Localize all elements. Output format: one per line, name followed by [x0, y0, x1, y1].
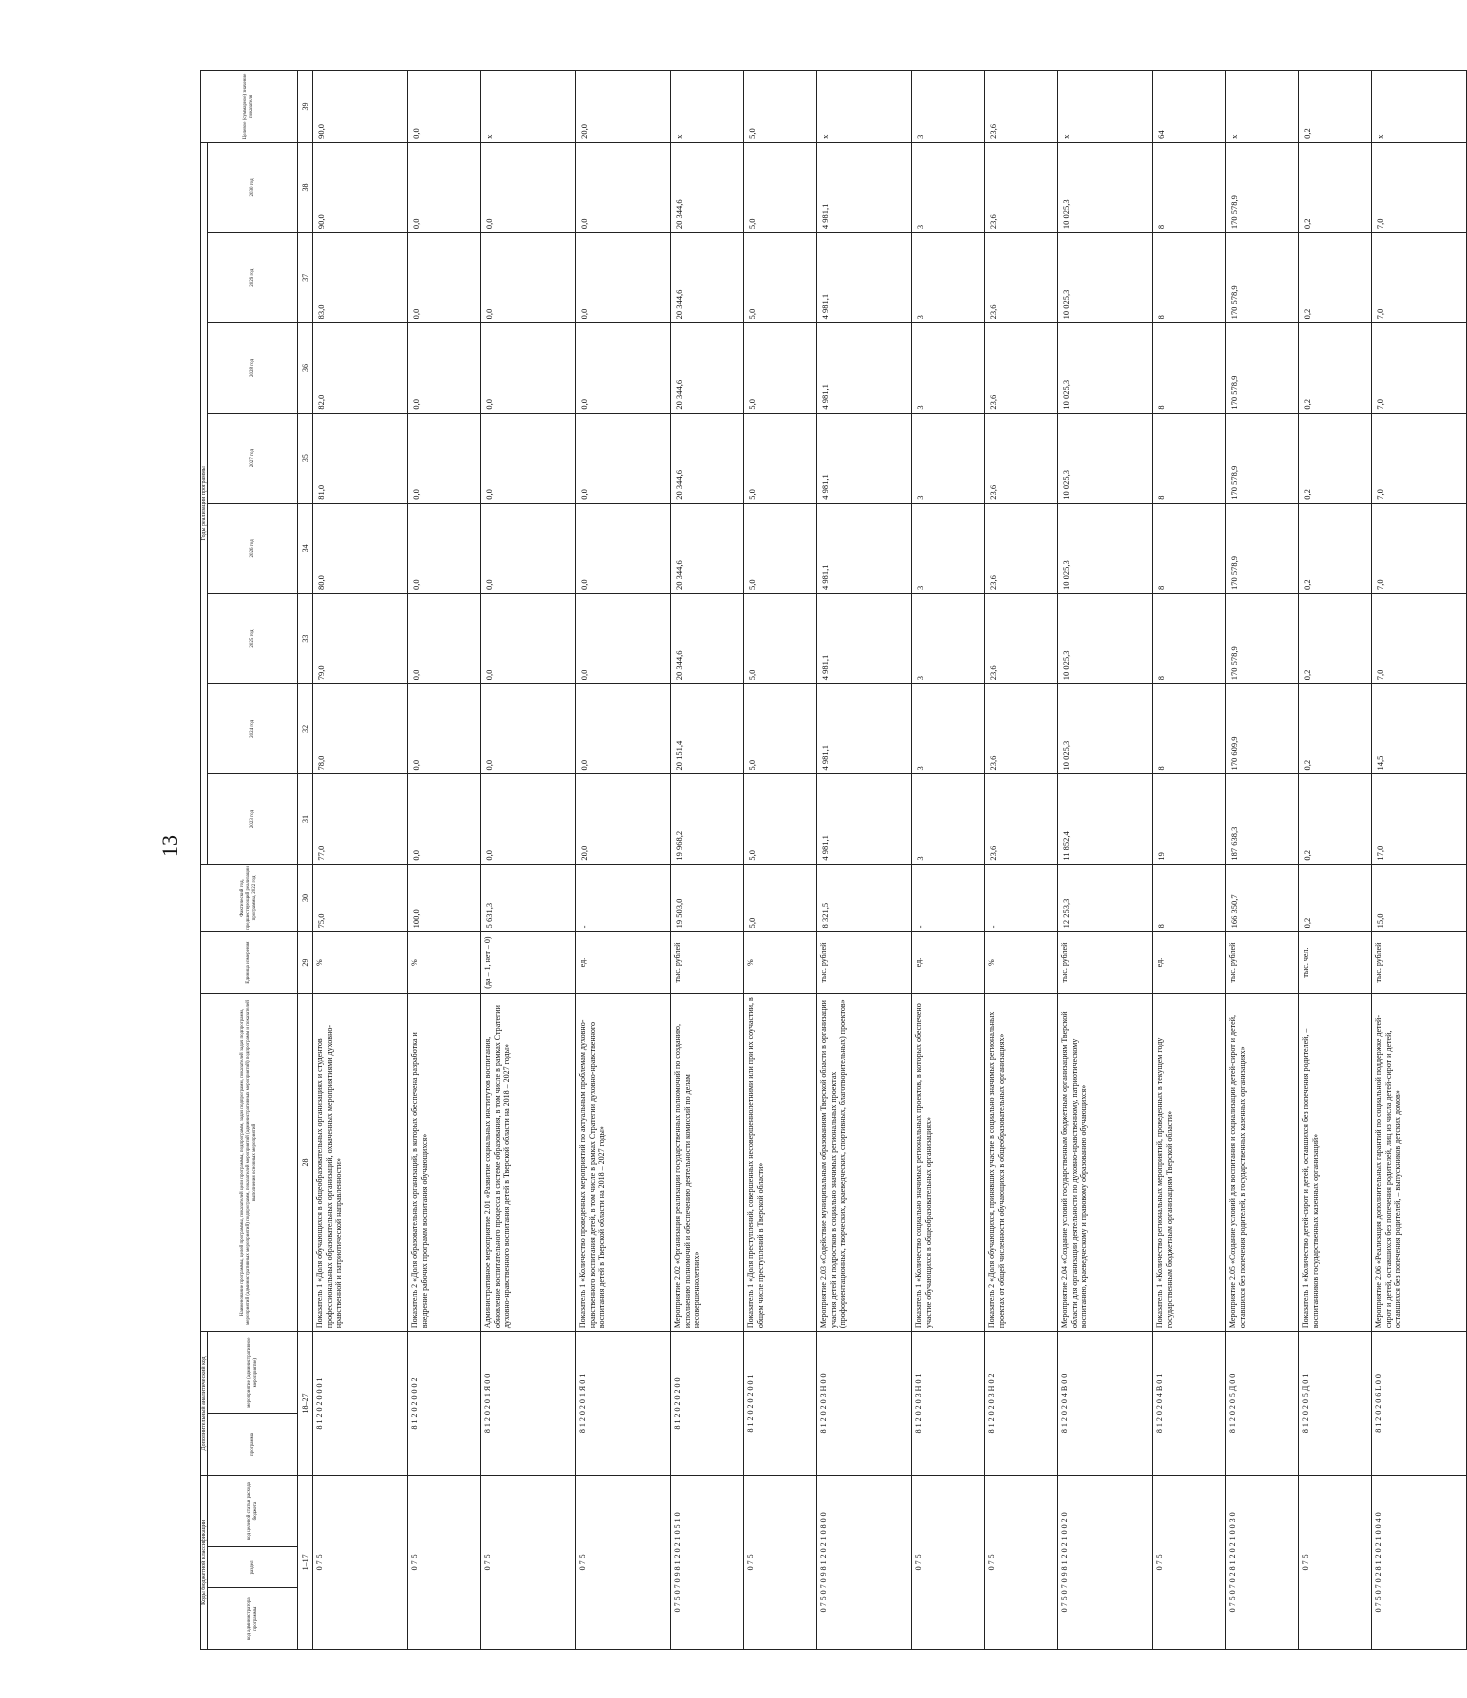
year-value-cell: 8 — [1153, 323, 1226, 413]
year-value-cell: 0,0 — [576, 142, 671, 232]
unit-cell: тыс. рублей — [817, 932, 912, 994]
analytic-code-cell: 8 1 2 0 2 0 2 0 0 1 — [744, 1332, 817, 1476]
year-value-cell: 5,0 — [744, 413, 817, 503]
year-value-cell: 0,0 — [481, 413, 576, 503]
analytic-code-cell: 8 1 2 0 2 0 1 Я 0 1 — [576, 1332, 671, 1476]
column-number-cell: 33 — [298, 594, 313, 684]
fact-header: Фактический год, предшествующий реализации программы, 2022 год — [201, 864, 298, 932]
year-value-cell: 10 025,3 — [1058, 233, 1153, 323]
year-header-2029: 2029 год — [208, 233, 298, 323]
budget-code-cell: 0 7 5 — [576, 1475, 671, 1649]
year-value-cell: 23,6 — [985, 594, 1058, 684]
table-row — [817, 71, 912, 1650]
fact-value-cell: 0,2 — [1299, 864, 1372, 932]
year-value-cell: 4 981,1 — [817, 684, 912, 774]
years-group-header: Годы реализации программы — [201, 142, 208, 864]
year-value-cell: 78,0 — [313, 684, 408, 774]
indicator-name-cell: Мероприятие 2.02 «Организация реализации государственных полномочий по созданию, исполнению полномочий и обеспечению деятельности комиссий по делам несовершеннолетних» — [671, 993, 744, 1331]
year-value-cell: 20 344,6 — [671, 323, 744, 413]
year-value-cell: 0,0 — [408, 774, 481, 864]
year-value-cell: 20,0 — [576, 774, 671, 864]
analytic-code-cell: 8 1 2 0 2 0 4 В 0 1 — [1153, 1332, 1226, 1476]
year-value-cell: 0,0 — [408, 323, 481, 413]
year-value-cell: 7,0 — [1372, 503, 1467, 593]
fact-value-cell: 8 — [1153, 864, 1226, 932]
fact-value-cell: 75,0 — [313, 864, 408, 932]
fact-value-cell: 8 321,5 — [817, 864, 912, 932]
total-value-cell: 64 — [1153, 71, 1226, 143]
name-header: Наименование программы, целей программы, показателей цели программы, подпрограмм, задач подпрограмм, показателей задач подпрограмм, мероприятий (административных мероприятий) подпрограмм, показателей мероприятий (административных мероприятий) подпрограмм и показателей выполнения основных мероприятий — [201, 993, 298, 1331]
unit-cell: тыс. рублей — [1226, 932, 1299, 994]
budget-code-cell: 0 7 5 — [1153, 1475, 1226, 1649]
table-row — [671, 71, 744, 1650]
fact-value-cell: 5 631,3 — [481, 864, 576, 932]
fact-value-cell: 166 350,7 — [1226, 864, 1299, 932]
year-value-cell: 4 981,1 — [817, 503, 912, 593]
unit-cell: тыс. рублей — [671, 932, 744, 994]
total-value-cell: x — [481, 71, 576, 143]
fact-value-cell: 100,0 — [408, 864, 481, 932]
year-value-cell: 170 578,9 — [1226, 233, 1299, 323]
unit-cell: тыс. чел. — [1299, 932, 1372, 994]
year-value-cell: 0,0 — [408, 233, 481, 323]
year-value-cell: 20 344,6 — [671, 413, 744, 503]
unit-cell: тыс. рублей — [1058, 932, 1153, 994]
year-value-cell: 8 — [1153, 594, 1226, 684]
analytic-code-cell: 8 1 2 0 2 0 5 Д 0 0 — [1226, 1332, 1299, 1476]
analytic-code-cell: 8 1 2 0 2 0 4 В 0 0 — [1058, 1332, 1153, 1476]
budget-code-cell: 0 7 5 0 7 0 9 8 1 2 0 2 1 0 8 0 0 — [817, 1475, 912, 1649]
indicator-name-cell: Показатель 2 «Доля обучающихся, принявших участие в социально значимых региональных проектах от общей численности обучающихся в общеобразовательных организациях» — [985, 993, 1058, 1331]
budget-code-cell: 0 7 5 — [481, 1475, 576, 1649]
fact-value-cell: 19 503,0 — [671, 864, 744, 932]
indicator-name-cell: Мероприятие 2.03 «Содействие муниципальным образованиям Тверской области в организации участия детей и подростков в социально значимых региональных проектах (профориентационных, творческих, краеведческих, спортивных, благотворительных) проектов» — [817, 993, 912, 1331]
year-value-cell: 4 981,1 — [817, 774, 912, 864]
year-value-cell: 170 578,9 — [1226, 142, 1299, 232]
year-value-cell: 23,6 — [985, 503, 1058, 593]
year-value-cell: 4 981,1 — [817, 413, 912, 503]
year-value-cell: 90,0 — [313, 142, 408, 232]
year-value-cell: 5,0 — [744, 233, 817, 323]
column-number-cell: 37 — [298, 233, 313, 323]
year-value-cell: 4 981,1 — [817, 323, 912, 413]
year-value-cell: 19 968,2 — [671, 774, 744, 864]
year-value-cell: 20 344,6 — [671, 233, 744, 323]
total-value-cell: 0,0 — [408, 71, 481, 143]
year-value-cell: 0,0 — [576, 594, 671, 684]
year-value-cell: 19 — [1153, 774, 1226, 864]
indicator-name-cell: Мероприятие 2.04 «Создание условий государственным бюджетным организациям Тверской области для организации деятельности по духовно-нравственному, патриотическому воспитанию, краеведческому и правовому образованию обучающихся» — [1058, 993, 1153, 1331]
table-row — [313, 71, 408, 1650]
additional-class-header: Дополнительный аналитический код — [201, 1332, 208, 1476]
budget-code-cell: 0 7 5 — [408, 1475, 481, 1649]
total-value-cell: 5,0 — [744, 71, 817, 143]
year-header-2026: 2026 год — [208, 503, 298, 593]
budget-code-cell: 0 7 5 0 7 0 2 8 1 2 0 2 1 0 0 4 0 — [1372, 1475, 1467, 1649]
table-row — [576, 71, 671, 1650]
budget-code-cell: 0 7 5 — [313, 1475, 408, 1649]
year-value-cell: 0,0 — [481, 142, 576, 232]
admin-code-header: код администратора программы — [208, 1588, 298, 1650]
year-value-cell: 0,0 — [408, 413, 481, 503]
year-value-cell: 0,2 — [1299, 503, 1372, 593]
indicator-name-cell: Показатель 1 «Количество детей-сирот и детей, оставшихся без попечения родителей, – воспитанников государственных казенных организаций» — [1299, 993, 1372, 1331]
year-header-2025: 2025 год — [208, 594, 298, 684]
year-value-cell: 23,6 — [985, 233, 1058, 323]
analytic-code-cell: 8 1 2 0 2 0 3 Н 0 2 — [985, 1332, 1058, 1476]
year-value-cell: 0,2 — [1299, 684, 1372, 774]
analytic-code-cell: 8 1 2 0 2 0 1 Я 0 0 — [481, 1332, 576, 1476]
year-value-cell: 4 981,1 — [817, 594, 912, 684]
year-value-cell: 0,0 — [576, 413, 671, 503]
year-value-cell: 7,0 — [1372, 142, 1467, 232]
analytic-code-cell: 8 1 2 0 2 0 3 Н 0 0 — [817, 1332, 912, 1476]
table-row — [1299, 71, 1372, 1650]
year-value-cell: 10 025,3 — [1058, 142, 1153, 232]
unit-cell: % — [313, 932, 408, 994]
page-number: 13 — [157, 835, 182, 857]
unit-cell: ед. — [912, 932, 985, 994]
indicator-name-cell: Показатель 1 «Количество социально значимых региональных проектов, в которых обеспечено участие обучающихся в общеобразовательных организациях» — [912, 993, 985, 1331]
fact-value-cell: 15,0 — [1372, 864, 1467, 932]
total-value-cell: x — [1226, 71, 1299, 143]
fact-value-cell: - — [576, 864, 671, 932]
budget-code-cell: 0 7 5 0 7 0 2 8 1 2 0 2 1 0 0 3 0 — [1226, 1475, 1299, 1649]
year-value-cell: 5,0 — [744, 684, 817, 774]
year-value-cell: 170 578,9 — [1226, 594, 1299, 684]
year-value-cell: 3 — [912, 503, 985, 593]
year-value-cell: 5,0 — [744, 323, 817, 413]
column-number-cell: 28 — [298, 993, 313, 1331]
a-task-indicator-header: мероприятие (административное мероприятие) — [208, 1332, 298, 1414]
year-value-cell: 0,0 — [481, 684, 576, 774]
year-value-cell: 4 981,1 — [817, 233, 912, 323]
column-number-cell: 36 — [298, 323, 313, 413]
column-number-cell: 39 — [298, 71, 313, 143]
total-value-cell: 23,6 — [985, 71, 1058, 143]
year-value-cell: 23,6 — [985, 413, 1058, 503]
year-header-2024: 2024 год — [208, 684, 298, 774]
year-value-cell: 7,0 — [1372, 594, 1467, 684]
analytic-code-cell: 8 1 2 0 2 0 0 0 2 — [408, 1332, 481, 1476]
fact-value-cell: 5,0 — [744, 864, 817, 932]
year-value-cell: 0,0 — [576, 684, 671, 774]
year-value-cell: 8 — [1153, 233, 1226, 323]
year-value-cell: 0,2 — [1299, 142, 1372, 232]
unit-cell: % — [744, 932, 817, 994]
a-program-header: программа — [208, 1414, 298, 1476]
budget-class-header: Коды бюджетной классификации — [201, 1475, 208, 1649]
table-row — [985, 71, 1058, 1650]
year-value-cell: 187 638,3 — [1226, 774, 1299, 864]
column-number-cell: 32 — [298, 684, 313, 774]
year-value-cell: 23,6 — [985, 684, 1058, 774]
indicator-name-cell: Показатель 2 «Доля образовательных организаций, в которых обеспечена разработка и внедрение рабочих программ воспитания обучающихся» — [408, 993, 481, 1331]
year-value-cell: 0,0 — [408, 594, 481, 684]
column-number-cell: 34 — [298, 503, 313, 593]
total-value-cell: x — [1372, 71, 1467, 143]
year-value-cell: 170 578,9 — [1226, 413, 1299, 503]
indicator-name-cell: Показатель 1 «Количество региональных мероприятий, проведенных в текущем году государственным бюджетным организациям Тверской области» — [1153, 993, 1226, 1331]
analytic-code-cell: 8 1 2 0 2 0 6 L 0 0 — [1372, 1332, 1467, 1476]
year-value-cell: 0,0 — [576, 323, 671, 413]
indicator-name-cell: Мероприятие 2.05 «Создание условий для воспитания и социализации детей-сирот и детей, оставшихся без попечения родителей, в государственных казенных организациях» — [1226, 993, 1299, 1331]
year-value-cell: 0,0 — [408, 684, 481, 774]
table-row — [1058, 71, 1153, 1650]
fact-value-cell: - — [912, 864, 985, 932]
year-value-cell: 10 025,3 — [1058, 684, 1153, 774]
year-value-cell: 3 — [912, 684, 985, 774]
year-value-cell: 0,0 — [408, 503, 481, 593]
year-value-cell: 0,0 — [481, 774, 576, 864]
column-number-cell: 18–27 — [298, 1332, 313, 1476]
column-number-cell: 38 — [298, 142, 313, 232]
year-header-2027: 2027 год — [208, 413, 298, 503]
year-value-cell: 20 344,6 — [671, 142, 744, 232]
total-value-cell: 20,0 — [576, 71, 671, 143]
year-value-cell: 82,0 — [313, 323, 408, 413]
year-value-cell: 8 — [1153, 142, 1226, 232]
budget-table-sheet — [200, 70, 1402, 1650]
expense-class-header: код целевой статьи расхода бюджета — [208, 1475, 298, 1547]
budget-code-cell: 0 7 5 — [744, 1475, 817, 1649]
column-number-cell: 29 — [298, 932, 313, 994]
year-value-cell: 81,0 — [313, 413, 408, 503]
total-value-cell: 3 — [912, 71, 985, 143]
year-header-2028: 2028 год — [208, 323, 298, 413]
year-value-cell: 83,0 — [313, 233, 408, 323]
year-value-cell: 0,0 — [576, 233, 671, 323]
budget-code-cell: 0 7 5 — [912, 1475, 985, 1649]
budget-code-cell: 0 7 5 0 7 0 9 8 1 2 0 2 1 0 0 2 0 — [1058, 1475, 1153, 1649]
year-value-cell: 3 — [912, 594, 985, 684]
year-value-cell: 77,0 — [313, 774, 408, 864]
year-value-cell: 5,0 — [744, 142, 817, 232]
total-value-cell: x — [817, 71, 912, 143]
total-value-cell: x — [1058, 71, 1153, 143]
unit-header: Единица измерения — [201, 932, 298, 994]
analytic-code-cell: 8 1 2 0 2 0 3 Н 0 1 — [912, 1332, 985, 1476]
year-value-cell: 0,0 — [481, 233, 576, 323]
indicator-name-cell: Мероприятие 2.06 «Реализация дополнительных гарантий по социальной поддержке детей-сирот и детей, оставшихся без попечения родителей, лиц из числа детей-сирот и детей, оставшихся без попечения родителей, – выпускников детских домов» — [1372, 993, 1467, 1331]
unit-cell: % — [985, 932, 1058, 994]
year-value-cell: 0,2 — [1299, 233, 1372, 323]
fact-value-cell: 12 253,3 — [1058, 864, 1153, 932]
total-value-cell: 0,2 — [1299, 71, 1372, 143]
year-value-cell: 0,0 — [576, 503, 671, 593]
year-value-cell: 23,6 — [985, 774, 1058, 864]
year-value-cell: 5,0 — [744, 503, 817, 593]
total-value-cell: 90,0 — [313, 71, 408, 143]
fact-value-cell: - — [985, 864, 1058, 932]
year-value-cell: 23,6 — [985, 323, 1058, 413]
table-row — [408, 71, 481, 1650]
year-value-cell: 0,0 — [481, 503, 576, 593]
indicator-name-cell: Показатель 1 «Доля обучающихся в общеобразовательных организациях и студентов профессиональных образовательных организаций, охваченных мероприятиями духовно-нравственной и патриотической направленности» — [313, 993, 408, 1331]
year-value-cell: 0,2 — [1299, 774, 1372, 864]
table-row — [1372, 71, 1467, 1650]
analytic-code-cell: 8 1 2 0 2 0 0 0 1 — [313, 1332, 408, 1476]
year-value-cell: 10 025,3 — [1058, 594, 1153, 684]
year-value-cell: 11 852,4 — [1058, 774, 1153, 864]
indicator-name-cell: Показатель 1 «Количество проведенных мероприятий по актуальным проблемам духовно-нравственного воспитания детей, в том числе в рамках Стратегии духовно-нравственного воспитания детей в Тверской области на 2018 – 2027 годы» — [576, 993, 671, 1331]
year-value-cell: 3 — [912, 413, 985, 503]
year-value-cell: 0,2 — [1299, 594, 1372, 684]
year-value-cell: 0,0 — [481, 323, 576, 413]
budget-code-cell: 0 7 5 0 7 0 9 8 1 2 0 2 1 0 5 1 0 — [671, 1475, 744, 1649]
total-header: Целевое (суммарное) значение показателя — [201, 71, 298, 143]
year-value-cell: 17,0 — [1372, 774, 1467, 864]
year-value-cell: 170 578,9 — [1226, 503, 1299, 593]
year-value-cell: 8 — [1153, 503, 1226, 593]
column-number-cell: 1–17 — [298, 1475, 313, 1649]
year-value-cell: 0,0 — [481, 594, 576, 684]
unit-cell: (да – 1, нет – 0) — [481, 932, 576, 994]
column-number-cell: 35 — [298, 413, 313, 503]
unit-cell: ед. — [1153, 932, 1226, 994]
year-value-cell: 0,0 — [408, 142, 481, 232]
year-value-cell: 10 025,3 — [1058, 503, 1153, 593]
year-value-cell: 0,2 — [1299, 323, 1372, 413]
table-row — [481, 71, 576, 1650]
year-header-2023: 2023 год — [208, 774, 298, 864]
year-value-cell: 20 344,6 — [671, 503, 744, 593]
analytic-code-cell: 8 1 2 0 2 0 5 Д 0 1 — [1299, 1332, 1372, 1476]
indicator-name-cell: Показатель 1 «Доля преступлений, совершенных несовершеннолетними или при их соучастии, в общем числе преступлений в Тверской области» — [744, 993, 817, 1331]
year-value-cell: 23,6 — [985, 142, 1058, 232]
year-value-cell: 5,0 — [744, 594, 817, 684]
analytic-code-cell: 8 1 2 0 2 0 2 0 0 — [671, 1332, 744, 1476]
column-number-cell: 31 — [298, 774, 313, 864]
year-value-cell: 79,0 — [313, 594, 408, 684]
column-number-cell: 30 — [298, 864, 313, 932]
year-value-cell: 7,0 — [1372, 323, 1467, 413]
year-value-cell: 10 025,3 — [1058, 413, 1153, 503]
year-value-cell: 170 578,9 — [1226, 323, 1299, 413]
year-value-cell: 80,0 — [313, 503, 408, 593]
total-value-cell: x — [671, 71, 744, 143]
column-numbers-row — [298, 71, 313, 1650]
year-value-cell: 20 344,6 — [671, 594, 744, 684]
year-value-cell: 14,5 — [1372, 684, 1467, 774]
table-row — [1226, 71, 1299, 1650]
year-value-cell: 3 — [912, 233, 985, 323]
year-value-cell: 7,0 — [1372, 413, 1467, 503]
table-row — [1153, 71, 1226, 1650]
year-value-cell: 4 981,1 — [817, 142, 912, 232]
year-value-cell: 3 — [912, 142, 985, 232]
year-value-cell: 3 — [912, 323, 985, 413]
year-value-cell: 10 025,3 — [1058, 323, 1153, 413]
year-value-cell: 0,2 — [1299, 413, 1372, 503]
unit-cell: ед. — [576, 932, 671, 994]
table-row — [744, 71, 817, 1650]
year-value-cell: 20 151,4 — [671, 684, 744, 774]
year-value-cell: 8 — [1153, 684, 1226, 774]
table-row — [912, 71, 985, 1650]
year-value-cell: 5,0 — [744, 774, 817, 864]
budget-table — [200, 70, 1467, 1650]
year-value-cell: 8 — [1153, 413, 1226, 503]
year-value-cell: 7,0 — [1372, 233, 1467, 323]
unit-cell: тыс. рублей — [1372, 932, 1467, 994]
unit-cell: % — [408, 932, 481, 994]
year-value-cell: 3 — [912, 774, 985, 864]
year-value-cell: 170 609,9 — [1226, 684, 1299, 774]
budget-code-cell: 0 7 5 — [1299, 1475, 1372, 1649]
budget-code-cell: 0 7 5 — [985, 1475, 1058, 1649]
year-header-2030: 2030 год — [208, 142, 298, 232]
indicator-name-cell: Административное мероприятие 2.01 «Развитие социальных институтов воспитания, обновление воспитательного процесса в системе образования, в том числе в рамках Стратегии духовно-нравственного воспитания детей в Тверской области на 2018 – 2027 годы» — [481, 993, 576, 1331]
section-header: раздел — [208, 1547, 298, 1588]
